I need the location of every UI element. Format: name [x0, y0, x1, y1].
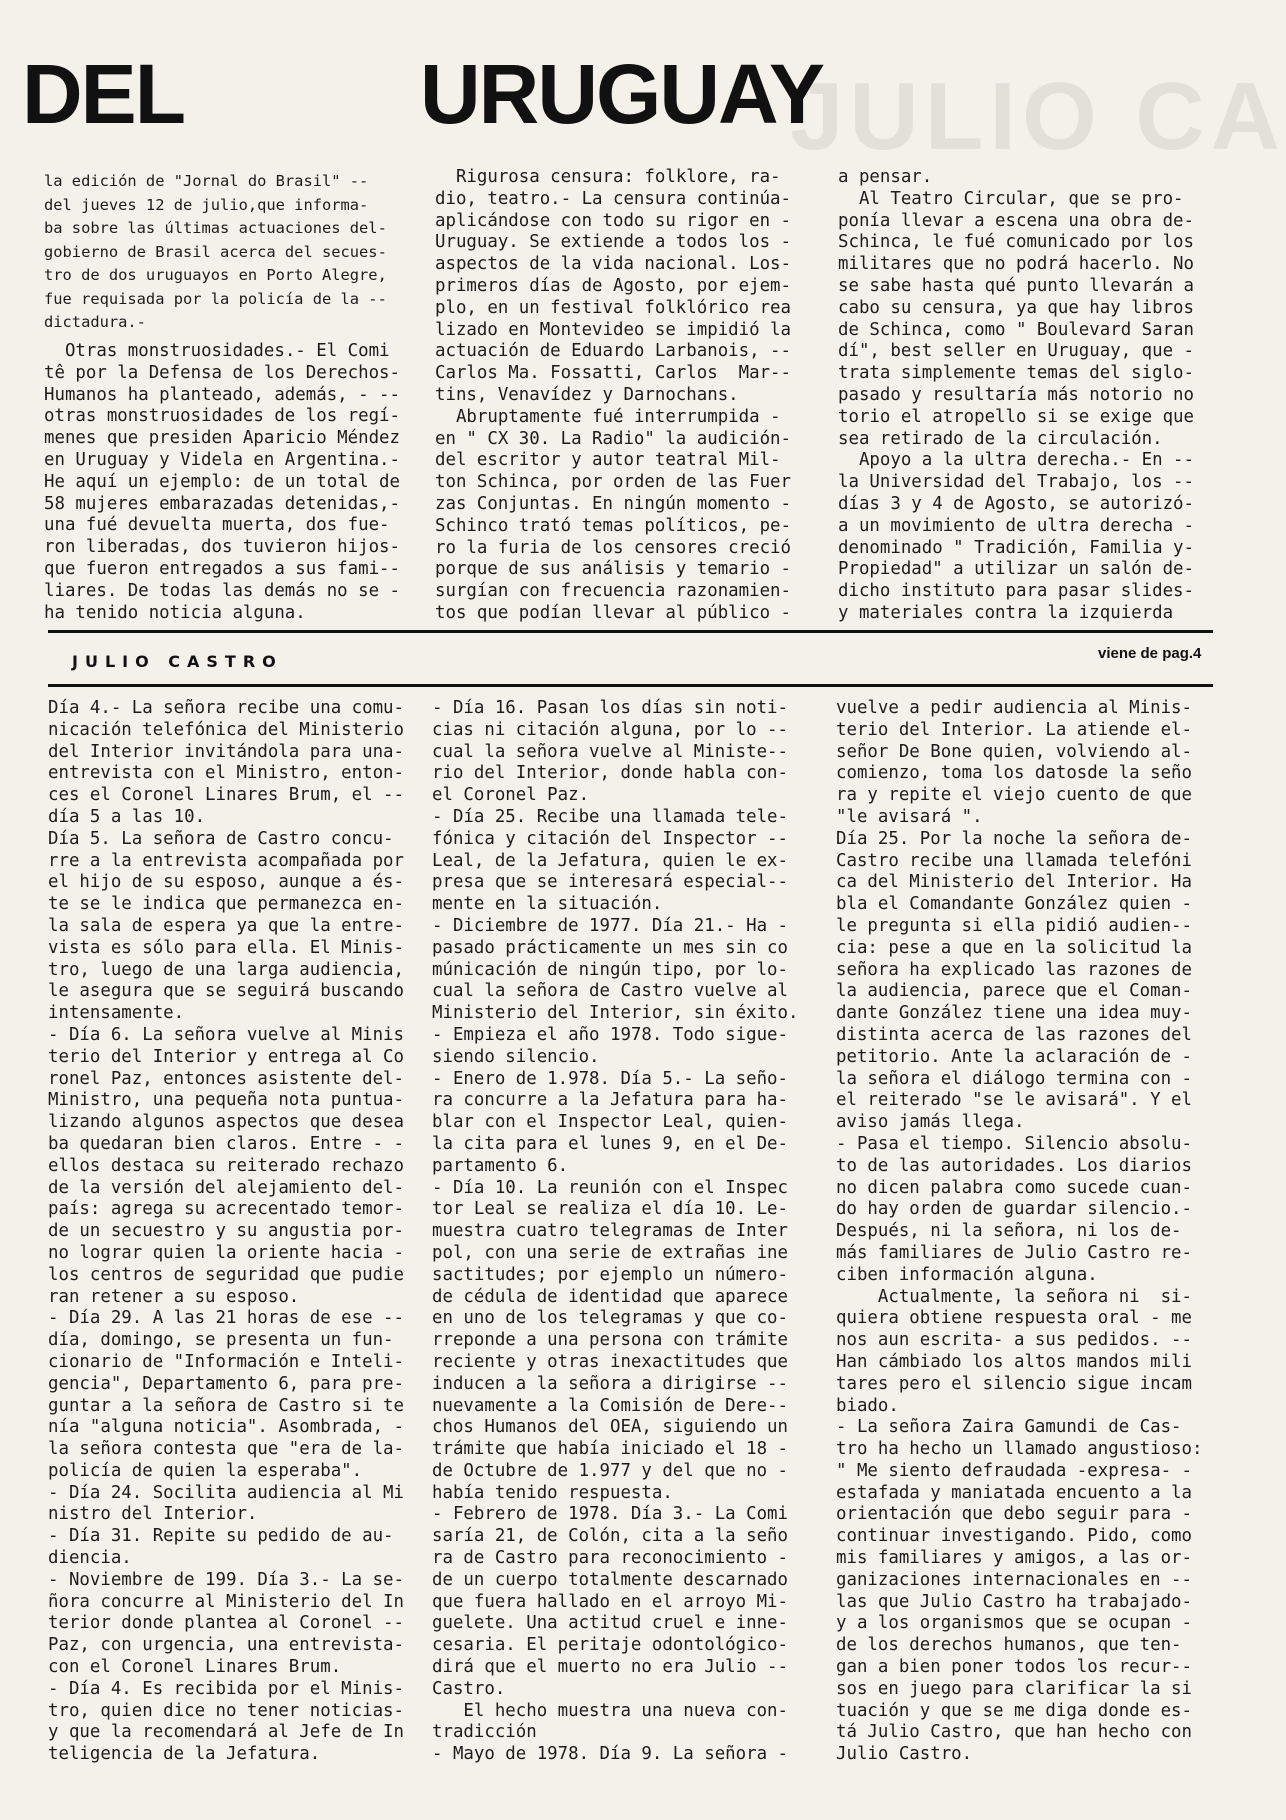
section-divider-bottom — [48, 684, 1213, 687]
bottom-column-2: - Día 16. Pasan los días sin noti- cias ni citación alguna, por lo -- cual la señora vuelve al Ministe-- rio del Interior, donde habla con- el Coronel Paz. - Día 25. Recibe una llamada tele- fónica y citación del Inspector -- Leal, de la Jefatura, quien le ex- presa que se interesará especial-- mente en la situación. - Diciembre de 1977. Día 21.- Ha - pasado prácticamente un mes sin co múnicación de ningún tipo, por lo- cual la señora de Castro vuelve al Ministerio del Interior, sin éxito. - Empieza el año 1978. Todo sigue- siendo silencio. - Enero de 1.978. Día 5.- La seño- ra concurre a la Jefatura para ha- blar con el Inspector Leal, quien- la cita para el lunes 9, en el De- partamento 6. - Día 10. La reunión con el Inspec tor Leal se realiza el día 10. Le- muestra cuatro telegramas de Inter pol, con una serie de extrañas ine sactitudes; por ejemplo un número- de cédula de identidad que aparece en uno de los telegramas y que co- rreponde a una persona con trámite reciente y otras inexactitudes que inducen a la señora a dirigirse -- nuevamente a la Comisión de Dere-- chos Humanos del OEA, siguiendo un trámite que había iniciado el 18 - de Octubre de 1.977 y del que no - había tenido respuesta. - Febrero de 1978. Día 3.- La Comi saría 21, de Colón, cita a la seño ra de Castro para reconocimiento - de un cuerpo totalmente descarnado que fuera hallado en el arroyo Mi- guelete. Una actitud cruel e inne- cesaria. El peritaje odontológico- dirá que el muerto no era Julio -- Castro. El hecho muestra una nueva con- tradicción - Mayo de 1978. Día 9. La señora - — [432, 698, 799, 1765]
top-column-1-intro: la edición de "Jornal do Brasil" -- del jueves 12 de julio,que informa- ba sobre las últimas actuaciones del- gobierno de Brasil acerca del secues- tro de dos uruguayos en Porto Alegre, fue requisada por la policía de la -- dictadura.- — [44, 172, 387, 331]
continued-from-note: viene de pag.4 — [1098, 645, 1202, 662]
top-column-3: a pensar. Al Teatro Circular, que se pro- ponía llevar a escena una obra de- Schinca, le fué comunicado por los militares que no podrá hacerlo. No se sabe hasta qué punto llevarán a cabo su censura, ya que hay libros de Schinca, como " Boulevard Saran dí", best seller en Uruguay, que - trata simplemente temas del siglo- pasado y resultaría más notorio no torio el atropello si se exige que sea retirado de la circulación. Apoyo a la ultra derecha.- En -- la Universidad del Trabajo, los -- días 3 y 4 de Agosto, se autorizó- a un movimiento de ultra derecha - denominado " Tradición, Familia y- Propiedad" a utilizar un salón de- dicho instituto para pasar slides- y materiales contra la izquierda — [838, 167, 1194, 623]
bottom-column-3: vuelve a pedir audiencia al Minis- terio del Interior. La atiende el- señor De Bone quien, volviendo al- comienzo, toma los datosde la seño ra y repite el viejo cuento de que "le avisará ". Día 25. Por la noche la señora de- Castro recibe una llamada telefóni ca del Ministerio del Interior. Ha bla el Comandante González quien - le pregunta si ella pidió audien-- cia: pese a que en la solicitud la señora ha explicado las razones de la audiencia, parece que el Coman- dante González tiene una idea muy- distinta acerca de las razones del petitorio. Ante la aclaración de - la señora el diálogo termina con - el reiterado "se le avisará". Y el aviso jamás llega. - Pasa el tiempo. Silencio absolu- to de las autoridades. Los diarios no dicen palabra como sucede cuan- do hay orden de guardar silencio.- Después, ni la señora, ni los de- más familiares de Julio Castro re- ciben información alguna. Actualmente, la señora ni si- quiera obtiene respuesta oral - me nos aun escrita- a sus pedidos. -- Han cámbiado los altos mandos mili tares pero el silencio sigue incam biado. - La señora Zaira Gamundi de Cas- tro ha hecho un llamado angustioso: " Me siento defraudada -expresa- - estafada y maniatada encuento a la orientación que debo seguir para - continuar investigando. Pido, como mis familiares y amigos, a las or- ganizaciones internacionales en -- las que Julio Castro ha trabajado- y a los organismos que se ocupan - de los derechos humanos, que ten- gan a bien poner todos los recur-- sos en juego para clarificar la si tuación y que se me diga donde es- tá Julio Castro, que han hecho con Julio Castro. — [836, 698, 1203, 1765]
headline-uruguay: URUGUAY — [420, 47, 823, 141]
bleed-through-text: JULIO CA — [790, 63, 1286, 170]
top-column-2: Rigurosa censura: folklore, ra- dio, teatro.- La censura continúa- aplicándose con todo su rigor en - Uruguay. Se extiende a todos los - aspectos de la vida nacional. Los- primeros días de Agosto, por ejem- plo, en un festival folklórico rea lizado en Montevideo se impidió la actuación de Eduardo Larbanois, -- Carlos Ma. Fossatti, Carlos Mar-- tins, Venavídez y Darnochans. Abruptamente fué interrumpida - en " CX 30. La Radio" la audición- del escritor y autor teatral Mil- ton Schinca, por orden de las Fuer zas Conjuntas. En ningún momento - Schinco trató temas políticos, pe- ro la furia de los censores creció porque de sus análisis y temario - surgían con frecuencia razonamien- tos que podían llevar al público - — [435, 167, 791, 623]
section-divider-top — [48, 630, 1213, 633]
byline: JULIO CASTRO — [72, 652, 283, 671]
headline-del: DEL — [22, 47, 184, 141]
top-column-1-article: Otras monstruosidades.- El Comi tê por la Defensa de los Derechos- Humanos ha planteado, además, - -- otras monstruosidades de los regí- menes que presiden Aparicio Méndez en Uruguay y Videla en Argentina.- He aquí un ejemplo: de un total de 58 mujeres embarazadas detenidas,- una fué devuelta muerta, dos fue- ron liberadas, dos tuvieron hijos- que fueron entregados a sus fami-- liares. De todas las demás no se - ha tenido noticia alguna. — [44, 341, 400, 623]
bottom-column-1: Día 4.- La señora recibe una comu- nicación telefónica del Ministerio del Interior invitándola para una- entrevista con el Ministro, enton- ces el Coronel Linares Brum, el -- día 5 a las 10. Día 5. La señora de Castro concu- rre a la entrevista acompañada por el hijo de su esposo, aunque a és- te se le indica que permanezca en- la sala de espera ya que la entre- vista es sólo para ella. El Minis- tro, luego de una larga audiencia, le asegura que se seguirá buscando intensamente. - Día 6. La señora vuelve al Minis terio del Interior y entrega al Co ronel Paz, entonces asistente del- Ministro, una pequeña nota puntua- lizando algunos aspectos que desea ba quedaran bien claros. Entre - - ellos destaca su reiterado rechazo de la versión del alejamiento del- país: agrega su acrecentado temor- de un secuestro y su angustia por- no lograr quien la oriente hacia - los centros de seguridad que pudie ran retener a su esposo. - Día 29. A las 21 horas de ese -- día, domingo, se presenta un fun- cionario de "Información e Inteli- gencia", Departamento 6, para pre- guntar a la señora de Castro si te nía "alguna noticia". Asombrada, - la señora contesta que "era de la- policía de quien la esperaba". - Día 24. Socilita audiencia al Mi nistro del Interior. - Día 31. Repite su pedido de au- diencia. - Noviembre de 199. Día 3.- La se- ñora concurre al Ministerio del In terior donde plantea al Coronel -- Paz, con urgencia, una entrevista- con el Coronel Linares Brum. - Día 4. Es recibida por el Minis- tro, quien dice no tener noticias- y que la recomendará al Jefe de In teligencia de la Jefatura. — [48, 698, 404, 1765]
